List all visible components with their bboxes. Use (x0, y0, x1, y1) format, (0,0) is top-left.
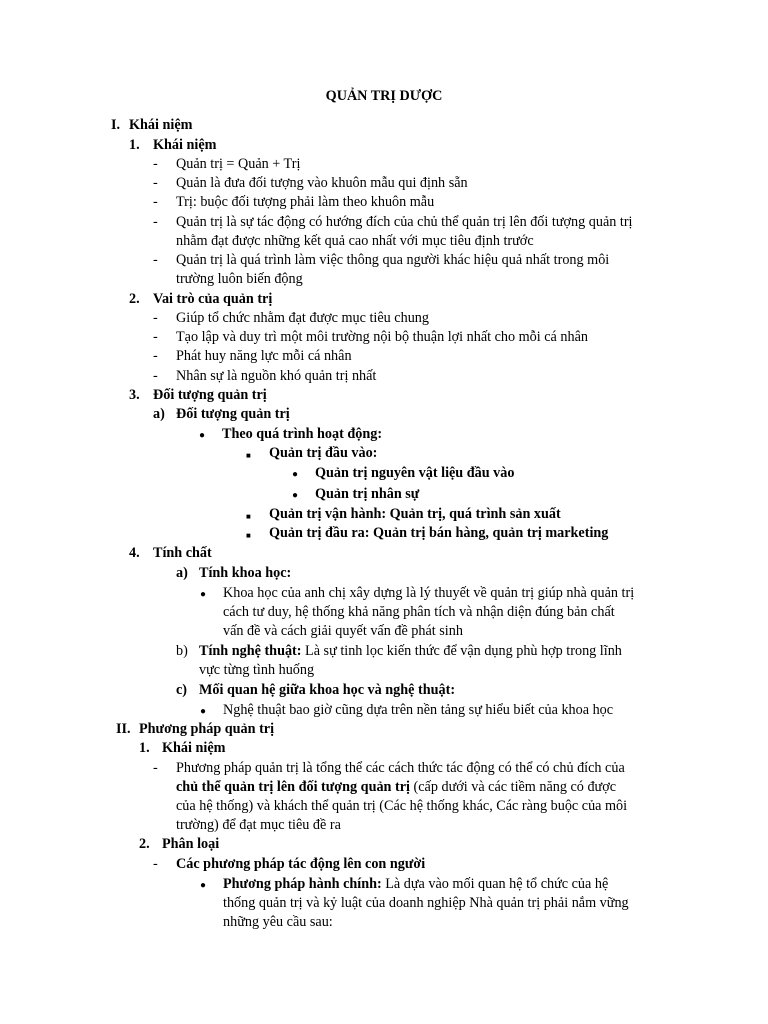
item-a-title: Đối tượng quản trị (176, 406, 290, 422)
bullet-dot-icon: ● (200, 880, 207, 891)
subsection-1-4-number: 4. (129, 545, 140, 561)
list-item: Quản trị nhân sự (315, 486, 420, 502)
method-text: Là dựa vào mối quan hệ tổ chức của hệ (381, 876, 609, 892)
subsection-1-2-title: Vai trò của quản trị (153, 291, 273, 307)
bullet-dot-icon: ● (200, 706, 207, 717)
paragraph-line: những yêu cầu sau: (223, 914, 333, 930)
item-b-text: Là sự tinh lọc kiến thức để vận dụng phù hợp trong lĩnh (301, 643, 622, 659)
item-a-letter: a) (176, 565, 188, 581)
input-management: Quản trị đầu vào: (269, 445, 378, 461)
method-title: Phương pháp hành chính: (223, 876, 382, 892)
dash-marker: - (153, 252, 158, 268)
document-title: QUẢN TRỊ DƯỢC (325, 88, 443, 104)
bullet-square-icon: ■ (246, 451, 251, 460)
bullet-dot-icon: ● (200, 589, 207, 600)
paragraph-line: cách tư duy, hệ thống khả năng phân tích và nhận diện đúng bản chất (223, 604, 615, 620)
subsection-2-1-number: 1. (139, 740, 150, 756)
list-item-continuation: nhằm đạt được những kết quả cao nhất với mục tiêu định trước (176, 233, 534, 249)
list-item: Tạo lập và duy trì một môi trường nội bộ thuận lợi nhất cho mỗi cá nhân (176, 329, 588, 345)
dash-marker: - (153, 329, 158, 345)
section-1-title: Khái niệm (129, 117, 193, 133)
dash-marker: - (153, 175, 158, 191)
list-item-continuation: trường luôn biến động (176, 271, 303, 287)
list-item: Quản trị là sự tác động có hướng đích của chủ thể quản trị lên đối tượng quản trị (176, 214, 633, 230)
bullet-dot-icon: ● (292, 469, 299, 480)
dash-marker: - (153, 214, 158, 230)
operation-management: Quản trị vận hành: Quản trị, quá trình sản xuất (269, 506, 561, 522)
section-2-title: Phương pháp quản trị (139, 721, 275, 737)
bullet-square-icon: ■ (246, 531, 251, 540)
item-c-title: Mối quan hệ giữa khoa học và nghệ thuật: (199, 682, 456, 698)
section-1-number: I. (111, 117, 121, 133)
dash-marker: - (153, 156, 158, 172)
subsection-1-3-title: Đối tượng quản trị (153, 387, 267, 403)
paragraph-line: của hệ thống) và khách thể quản trị (Các hệ thống khác, Các ràng buộc của môi (176, 798, 628, 814)
list-item: Nghệ thuật bao giờ cũng dựa trên nền tảng sự hiểu biết của khoa học (223, 702, 614, 718)
item-b-continuation: vực từng tình huống (199, 662, 315, 678)
subsection-1-1-title: Khái niệm (153, 137, 217, 153)
paragraph-line: Khoa học của anh chị xây dựng là lý thuyết về quản trị giúp nhà quản trị (223, 585, 635, 601)
bullet-square-icon: ■ (246, 512, 251, 521)
list-item: Nhân sự là nguồn khó quản trị nhất (176, 368, 377, 384)
bullet-dot-icon: ● (199, 430, 206, 441)
list-item: Quản trị nguyên vật liệu đầu vào (315, 465, 515, 481)
dash-marker: - (153, 856, 158, 872)
list-item: Phát huy năng lực mỗi cá nhân (176, 348, 352, 364)
output-management: Quản trị đầu ra: Quản trị bán hàng, quản trị marketing (269, 525, 609, 541)
emphasis-text: chủ thể quản trị lên đối tượng quản trị (176, 779, 410, 795)
item-b-title: Tính nghệ thuật: (199, 643, 302, 659)
list-item: Quản trị là quá trình làm việc thông qua người khác hiệu quả nhất trong môi (176, 252, 610, 268)
list-item: Giúp tổ chức nhằm đạt được mục tiêu chung (176, 310, 429, 326)
item-a-letter: a) (153, 406, 165, 422)
dash-marker: - (153, 760, 158, 776)
dash-marker: - (153, 194, 158, 210)
paragraph-line: Phương pháp quản trị là tổng thể các cách thức tác động có thể có chủ đích của (176, 760, 625, 776)
list-item: Quản trị = Quản + Trị (176, 156, 301, 172)
item-b-line (199, 642, 622, 661)
item-c-letter: c) (176, 682, 188, 698)
subsection-1-2-number: 2. (129, 291, 140, 307)
subsection-2-2-title: Phân loại (162, 836, 220, 852)
item-b-letter: b) (176, 643, 188, 659)
bullet-dot-icon: ● (292, 490, 299, 501)
subsection-1-3-number: 3. (129, 387, 140, 403)
dash-marker: - (153, 368, 158, 384)
paragraph-line (176, 778, 616, 797)
plain-text: (cấp dưới và các tiềm năng có được (409, 779, 617, 795)
subsection-1-4-title: Tính chất (153, 545, 212, 561)
item-a-title: Tính khoa học: (199, 565, 292, 581)
paragraph-line (223, 875, 608, 894)
process-heading: Theo quá trình hoạt động: (222, 426, 383, 442)
list-item: Quản là đưa đối tượng vào khuôn mẫu qui định sẵn (176, 175, 468, 191)
dash-marker: - (153, 310, 158, 326)
subsection-2-2-number: 2. (139, 836, 150, 852)
subsection-2-1-title: Khái niệm (162, 740, 226, 756)
dash-marker: - (153, 348, 158, 364)
paragraph-line: vấn đề và cách giải quyết vấn đề phát sinh (223, 623, 463, 639)
section-2-number: II. (116, 721, 131, 737)
paragraph-line: thống quản trị và kỷ luật của doanh nghiệp Nhà quản trị phải nắm vững (223, 895, 629, 911)
paragraph-line: trường) để đạt mục tiêu đề ra (176, 817, 341, 833)
group-heading: Các phương pháp tác động lên con người (176, 856, 426, 872)
subsection-1-1-number: 1. (129, 137, 140, 153)
list-item: Trị: buộc đối tượng phải làm theo khuôn mẫu (176, 194, 435, 210)
